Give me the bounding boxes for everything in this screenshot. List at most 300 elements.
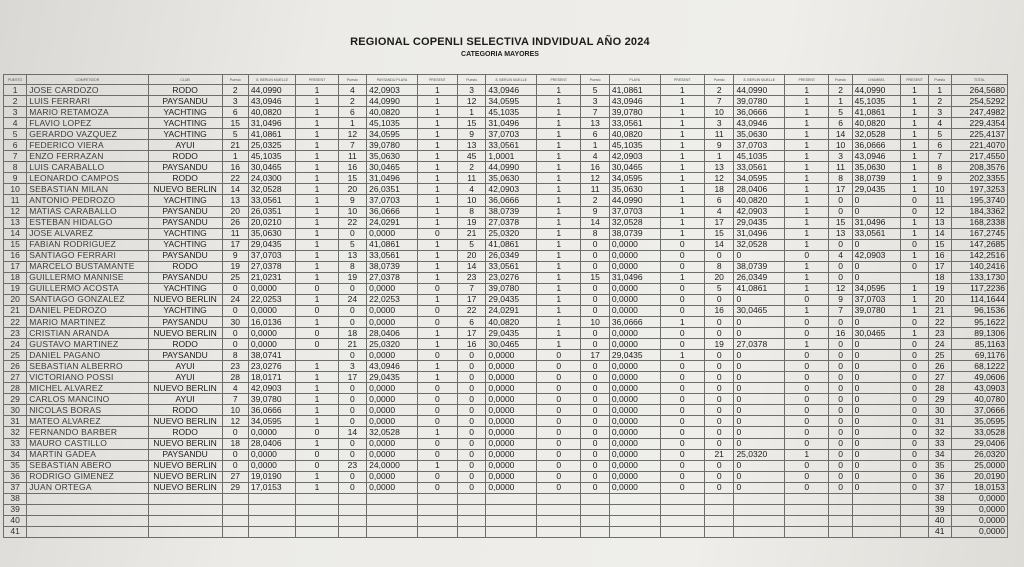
club-name: RODO — [148, 173, 222, 184]
cell: 0 — [901, 460, 928, 471]
cell: 0 — [704, 316, 734, 327]
total-score: 37,0666 — [951, 405, 1007, 416]
table-row — [4, 482, 1008, 493]
cell: 0 — [704, 361, 734, 372]
cell: 1 — [537, 217, 581, 228]
club-name: AYUI — [148, 372, 222, 383]
cell: 8 — [581, 228, 610, 239]
column-header: Puesto — [581, 75, 610, 85]
cell: 1 — [901, 118, 928, 129]
cell: 11 — [829, 162, 852, 173]
score-cell: 0 — [734, 416, 785, 427]
cell: 11 — [457, 173, 486, 184]
cell — [338, 504, 367, 515]
score-cell: 44,0990 — [852, 85, 901, 96]
score-cell — [367, 493, 418, 504]
total-score: 20,0190 — [951, 471, 1007, 482]
cell: 1 — [417, 294, 457, 305]
cell: 1 — [785, 151, 829, 162]
cell: 0 — [417, 482, 457, 493]
cell: 6 — [457, 316, 486, 327]
cell: 1 — [296, 107, 338, 118]
cell — [537, 515, 581, 526]
cell: 2 — [338, 96, 367, 107]
score-cell: 30,0465 — [609, 162, 660, 173]
cell: 1 — [660, 228, 704, 239]
cell: 0 — [581, 239, 610, 250]
cell: 0 — [660, 283, 704, 294]
competitor-name: ESTEBAN HIDALGO — [27, 217, 148, 228]
cell: 0 — [581, 394, 610, 405]
score-cell: 0,0000 — [367, 283, 418, 294]
cell: 7 — [222, 394, 248, 405]
cell: 0 — [457, 383, 486, 394]
score-cell: 30,0465 — [734, 305, 785, 316]
score-cell: 43,0946 — [734, 118, 785, 129]
score-cell: 29,0435 — [852, 184, 901, 195]
final-position: 30 — [928, 405, 951, 416]
score-cell: 0,0000 — [367, 471, 418, 482]
cell: 1 — [417, 427, 457, 438]
final-position: 40 — [928, 515, 951, 526]
cell: 2 — [222, 85, 248, 96]
score-cell — [734, 504, 785, 515]
score-cell: 32,0528 — [248, 184, 296, 195]
score-cell: 0,0000 — [486, 471, 537, 482]
score-cell: 41,0861 — [734, 283, 785, 294]
club-name: RODO — [148, 339, 222, 350]
cell: 1 — [785, 162, 829, 173]
final-position: 3 — [928, 107, 951, 118]
cell: 2 — [704, 85, 734, 96]
score-cell: 40,0820 — [734, 195, 785, 206]
score-cell: 0 — [852, 416, 901, 427]
cell — [829, 526, 852, 537]
score-cell: 43,0946 — [486, 85, 537, 96]
cell: 1 — [296, 482, 338, 493]
cell: 1 — [537, 107, 581, 118]
cell: 1 — [785, 173, 829, 184]
cell: 1 — [296, 361, 338, 372]
cell: 0 — [901, 372, 928, 383]
cell — [338, 526, 367, 537]
total-score: 33,0528 — [951, 427, 1007, 438]
total-score: 167,2745 — [951, 228, 1007, 239]
cell: 22 — [457, 305, 486, 316]
club-name: YACHTING — [148, 107, 222, 118]
score-cell: 0,0000 — [486, 361, 537, 372]
score-cell: 23,0276 — [486, 272, 537, 283]
row-number: 25 — [4, 350, 27, 361]
cell: 0 — [660, 449, 704, 460]
cell: 0 — [296, 449, 338, 460]
cell: 0 — [417, 471, 457, 482]
cell: 1 — [296, 316, 338, 327]
cell: 1 — [417, 339, 457, 350]
cell — [296, 526, 338, 537]
score-cell: 24,0291 — [486, 305, 537, 316]
table-row — [4, 162, 1008, 173]
score-cell: 31,0496 — [367, 173, 418, 184]
final-position: 15 — [928, 239, 951, 250]
row-number: 41 — [4, 526, 27, 537]
club-name: YACHTING — [148, 118, 222, 129]
cell — [785, 526, 829, 537]
final-position: 23 — [928, 328, 951, 339]
cell: 1 — [901, 283, 928, 294]
total-score: 96,1536 — [951, 305, 1007, 316]
cell: 0 — [581, 328, 610, 339]
row-number: 31 — [4, 416, 27, 427]
cell: 0 — [901, 405, 928, 416]
score-cell: 22,0253 — [248, 294, 296, 305]
cell: 13 — [829, 228, 852, 239]
cell: 0 — [901, 427, 928, 438]
cell: 1 — [296, 96, 338, 107]
row-number: 10 — [4, 184, 27, 195]
cell: 0 — [581, 283, 610, 294]
cell: 1 — [537, 151, 581, 162]
cell: 0 — [222, 328, 248, 339]
cell: 1 — [537, 140, 581, 151]
score-cell: 0 — [734, 482, 785, 493]
score-cell: 0,0000 — [486, 405, 537, 416]
cell: 0 — [901, 261, 928, 272]
cell: 0 — [704, 482, 734, 493]
table-row — [4, 471, 1008, 482]
score-cell: 39,0780 — [486, 283, 537, 294]
score-cell — [367, 526, 418, 537]
cell: 0 — [457, 427, 486, 438]
cell: 1 — [296, 129, 338, 140]
cell: 1 — [785, 339, 829, 350]
table-row — [4, 350, 1008, 361]
score-cell — [609, 515, 660, 526]
competitor-name: NICOLAS BORAS — [27, 405, 148, 416]
score-cell: 25,0320 — [734, 449, 785, 460]
score-cell — [486, 526, 537, 537]
score-cell: 0,0000 — [486, 350, 537, 361]
row-number: 29 — [4, 394, 27, 405]
score-cell — [852, 515, 901, 526]
score-cell: 44,0990 — [248, 85, 296, 96]
total-score: 25,0000 — [951, 460, 1007, 471]
total-score: 85,1163 — [951, 339, 1007, 350]
score-cell: 44,0990 — [609, 195, 660, 206]
column-header: PRESENT — [417, 75, 457, 85]
cell: 0 — [901, 239, 928, 250]
total-score: 142,2516 — [951, 250, 1007, 261]
cell: 0 — [338, 405, 367, 416]
cell — [660, 504, 704, 515]
cell: 1 — [901, 107, 928, 118]
club-name: RODO — [148, 85, 222, 96]
cell: 1 — [417, 372, 457, 383]
cell: 0 — [581, 261, 610, 272]
total-score: 264,5680 — [951, 85, 1007, 96]
score-cell: 0 — [734, 383, 785, 394]
score-cell: 0,0000 — [486, 383, 537, 394]
club-name: NUEVO BERLIN — [148, 460, 222, 471]
row-number: 27 — [4, 372, 27, 383]
cell: 0 — [581, 361, 610, 372]
cell: 0 — [417, 350, 457, 361]
score-cell — [248, 526, 296, 537]
score-cell: 0,0000 — [486, 416, 537, 427]
competitor-name — [27, 504, 148, 515]
competitor-name: LUIS CARABALLO — [27, 162, 148, 173]
cell: 20 — [222, 206, 248, 217]
cell: 1 — [296, 217, 338, 228]
competitor-name: DANIEL PEDROZO — [27, 305, 148, 316]
final-position: 31 — [928, 416, 951, 427]
score-cell: 16,0136 — [248, 316, 296, 327]
final-position: 24 — [928, 339, 951, 350]
cell: 11 — [338, 151, 367, 162]
cell: 0 — [581, 294, 610, 305]
final-position: 4 — [928, 118, 951, 129]
cell: 5 — [829, 107, 852, 118]
cell: 1 — [785, 140, 829, 151]
cell — [581, 504, 610, 515]
cell: 0 — [829, 272, 852, 283]
score-cell: 0 — [852, 261, 901, 272]
cell — [537, 504, 581, 515]
total-score: 40,0780 — [951, 394, 1007, 405]
table-row — [4, 449, 1008, 460]
cell: 3 — [829, 151, 852, 162]
cell: 0 — [660, 239, 704, 250]
final-position: 9 — [928, 173, 951, 184]
cell: 15 — [704, 228, 734, 239]
score-cell — [486, 515, 537, 526]
row-number: 7 — [4, 151, 27, 162]
score-cell: 22,0253 — [367, 294, 418, 305]
cell: 0 — [785, 350, 829, 361]
cell: 0 — [457, 438, 486, 449]
cell: 1 — [417, 328, 457, 339]
cell: 1 — [417, 129, 457, 140]
club-name: RODO — [148, 261, 222, 272]
score-cell: 45,1035 — [852, 96, 901, 107]
score-cell: 34,0595 — [852, 283, 901, 294]
column-header: PAYSANDU PLAYA — [367, 75, 418, 85]
score-cell: 34,0595 — [609, 173, 660, 184]
cell: 16 — [581, 162, 610, 173]
cell: 1 — [785, 272, 829, 283]
score-cell: 36,0666 — [734, 107, 785, 118]
competitor-name: GUILLERMO MANNISE — [27, 272, 148, 283]
cell — [660, 515, 704, 526]
cell: 8 — [704, 261, 734, 272]
score-cell: 35,0630 — [734, 129, 785, 140]
score-cell: 0 — [852, 195, 901, 206]
cell: 0 — [785, 294, 829, 305]
cell: 3 — [704, 118, 734, 129]
competitor-name: LEONARDO CAMPOS — [27, 173, 148, 184]
cell: 1 — [660, 162, 704, 173]
cell: 0 — [829, 372, 852, 383]
score-cell: 44,0990 — [367, 96, 418, 107]
cell: 2 — [829, 85, 852, 96]
cell: 11 — [581, 184, 610, 195]
cell: 1 — [785, 305, 829, 316]
cell: 0 — [829, 460, 852, 471]
cell: 0 — [704, 294, 734, 305]
score-cell: 40,0820 — [367, 107, 418, 118]
score-cell: 0 — [852, 405, 901, 416]
cell: 21 — [704, 449, 734, 460]
cell: 12 — [222, 416, 248, 427]
score-cell: 35,0630 — [248, 228, 296, 239]
table-row — [4, 504, 1008, 515]
cell: 15 — [581, 272, 610, 283]
cell: 1 — [537, 239, 581, 250]
score-cell: 33,0561 — [486, 261, 537, 272]
club-name: YACHTING — [148, 283, 222, 294]
cell: 1 — [537, 272, 581, 283]
score-cell: 30,0465 — [486, 339, 537, 350]
cell: 0 — [785, 394, 829, 405]
score-cell: 43,0946 — [367, 361, 418, 372]
cell: 22 — [222, 173, 248, 184]
cell: 1 — [537, 173, 581, 184]
cell: 0 — [785, 361, 829, 372]
column-header: COMPETIDOR — [27, 75, 148, 85]
cell: 1 — [417, 217, 457, 228]
cell: 0 — [338, 416, 367, 427]
cell: 1 — [417, 272, 457, 283]
total-score: 18,0153 — [951, 482, 1007, 493]
cell: 1 — [296, 162, 338, 173]
score-cell: 0 — [852, 316, 901, 327]
cell: 0 — [222, 427, 248, 438]
column-header: CHAMBEL — [852, 75, 901, 85]
cell: 0 — [296, 339, 338, 350]
competitor-name: GUSTAVO MARTINEZ — [27, 339, 148, 350]
table-row — [4, 173, 1008, 184]
score-cell: 0 — [852, 206, 901, 217]
cell: 0 — [417, 383, 457, 394]
competitor-name: MARIO RETAMOZA — [27, 107, 148, 118]
cell: 0 — [785, 416, 829, 427]
cell: 1 — [537, 328, 581, 339]
score-cell: 0,0000 — [248, 328, 296, 339]
cell: 17 — [581, 350, 610, 361]
cell: 0 — [537, 394, 581, 405]
cell: 0 — [829, 449, 852, 460]
cell: 1 — [581, 140, 610, 151]
score-cell: 25,0320 — [367, 339, 418, 350]
cell — [296, 515, 338, 526]
table-row — [4, 151, 1008, 162]
column-header: PUESTO — [4, 75, 27, 85]
cell: 0 — [581, 471, 610, 482]
cell: 1 — [296, 140, 338, 151]
cell: 0 — [704, 416, 734, 427]
score-cell: 0 — [734, 471, 785, 482]
score-cell: 43,0946 — [852, 151, 901, 162]
score-cell: 33,0561 — [248, 195, 296, 206]
cell: 7 — [338, 140, 367, 151]
row-number: 17 — [4, 261, 27, 272]
total-score: 26,0320 — [951, 449, 1007, 460]
cell: 0 — [901, 195, 928, 206]
club-name: NUEVO BERLIN — [148, 328, 222, 339]
cell: 0 — [901, 361, 928, 372]
cell: 1 — [296, 85, 338, 96]
final-position: 38 — [928, 493, 951, 504]
score-cell: 39,0780 — [852, 305, 901, 316]
score-cell: 40,0820 — [248, 107, 296, 118]
final-position: 25 — [928, 350, 951, 361]
cell: 0 — [660, 394, 704, 405]
score-cell: 37,0703 — [248, 250, 296, 261]
table-row — [4, 107, 1008, 118]
score-cell: 41,0861 — [609, 85, 660, 96]
cell: 0 — [338, 350, 367, 361]
cell: 16 — [704, 305, 734, 316]
final-position: 11 — [928, 195, 951, 206]
cell: 17 — [829, 184, 852, 195]
total-score: 202,3355 — [951, 173, 1007, 184]
total-score: 221,4070 — [951, 140, 1007, 151]
cell — [581, 526, 610, 537]
score-cell: 32,0528 — [609, 217, 660, 228]
score-cell: 0,0000 — [486, 460, 537, 471]
cell: 0 — [296, 460, 338, 471]
score-cell: 31,0496 — [609, 272, 660, 283]
club-name: NUEVO BERLIN — [148, 416, 222, 427]
cell: 0 — [537, 383, 581, 394]
final-position: 18 — [928, 272, 951, 283]
score-cell: 0 — [734, 405, 785, 416]
row-number: 2 — [4, 96, 27, 107]
score-cell: 25,0320 — [486, 228, 537, 239]
cell — [222, 504, 248, 515]
score-cell: 33,0561 — [734, 162, 785, 173]
cell: 1 — [296, 206, 338, 217]
competitor-name: JOSE CARDOZO — [27, 85, 148, 96]
cell: 0 — [581, 449, 610, 460]
cell: 0 — [829, 361, 852, 372]
club-name: AYUI — [148, 140, 222, 151]
competitor-name: MATIAS CARABALLO — [27, 206, 148, 217]
cell: 2 — [581, 195, 610, 206]
cell: 0 — [457, 361, 486, 372]
score-cell — [367, 515, 418, 526]
score-cell: 42,0903 — [852, 250, 901, 261]
table-header-row — [4, 75, 1008, 85]
cell: 1 — [785, 449, 829, 460]
club-name: PAYSANDU — [148, 272, 222, 283]
final-position: 22 — [928, 316, 951, 327]
table-body — [4, 85, 1008, 538]
cell: 17 — [457, 294, 486, 305]
cell: 1 — [785, 184, 829, 195]
score-cell: 0,0000 — [486, 438, 537, 449]
cell: 0 — [704, 405, 734, 416]
cell: 15 — [829, 217, 852, 228]
score-cell: 0 — [852, 460, 901, 471]
cell: 0 — [704, 394, 734, 405]
cell: 0 — [785, 460, 829, 471]
total-score: 29,0406 — [951, 438, 1007, 449]
cell — [829, 515, 852, 526]
score-cell: 0,0000 — [486, 372, 537, 383]
row-number: 13 — [4, 217, 27, 228]
cell: 24 — [222, 294, 248, 305]
